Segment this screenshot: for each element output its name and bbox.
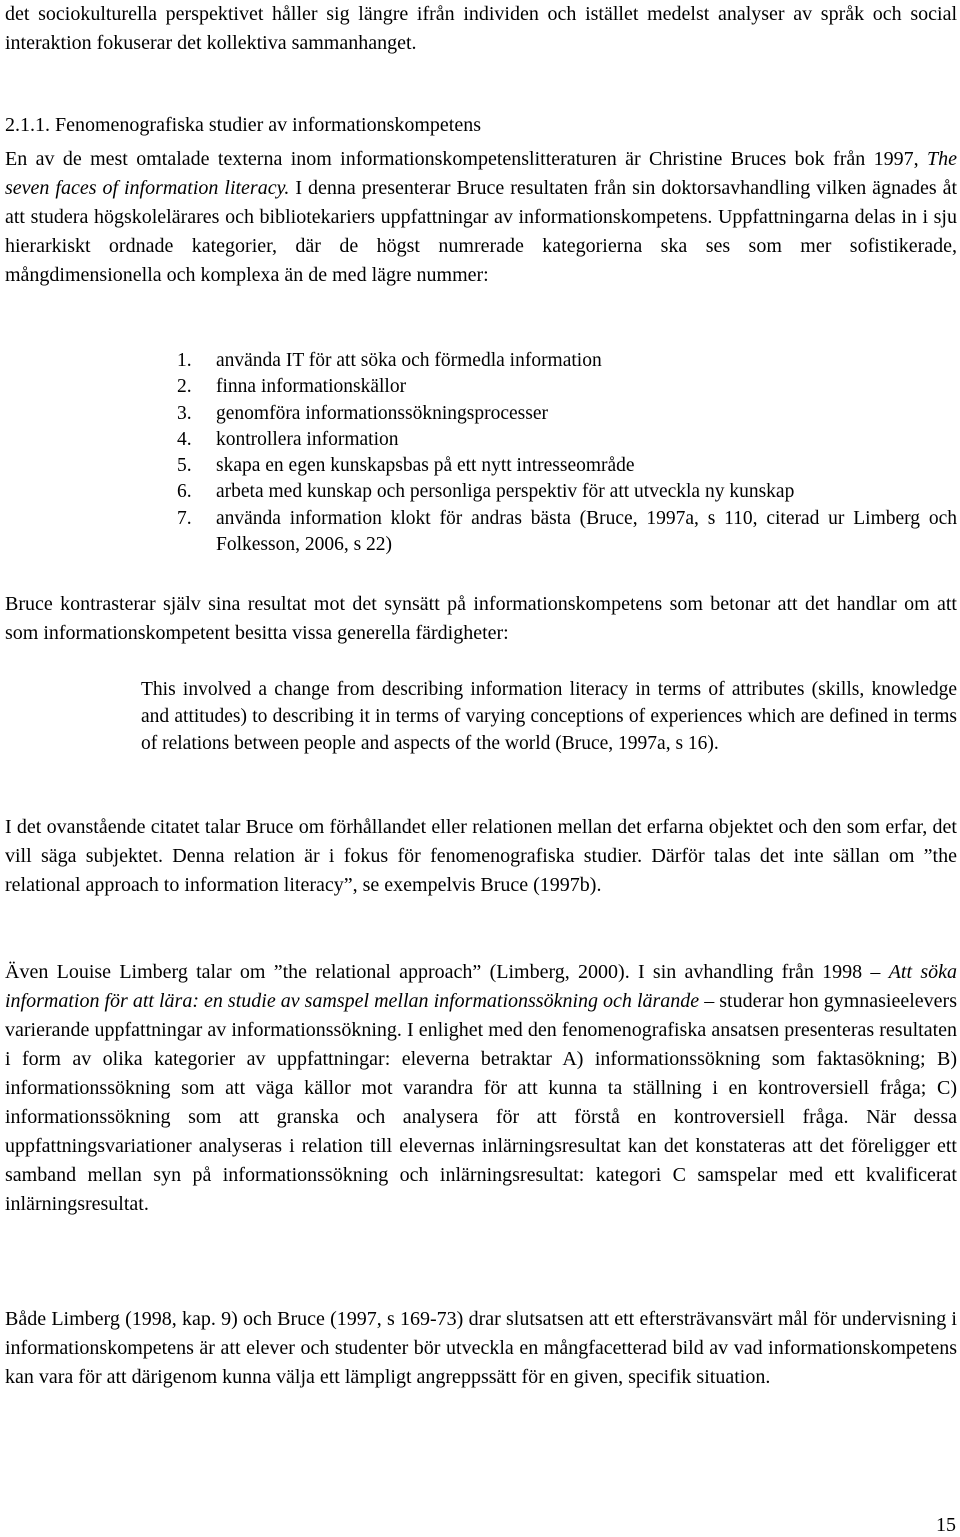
list-item-text: använda IT för att söka och förmedla information [216,350,602,371]
categories-list [5,348,957,558]
list-item [5,427,957,453]
section-title: Fenomenografiska studier av informationskompetens [55,114,482,136]
list-item-text: använda information klokt för andras bästa (Bruce, 1997a, s 110, citerad ur Limberg och Folkesson, 2006, s 22) [216,507,957,556]
list-item-number: 2. [177,376,192,398]
list-item-number: 5. [177,455,192,477]
intro-paragraph: det sociokulturella perspektivet håller sig längre ifrån individen och istället medelst analyser av språk och social interaktion fokuserar det kollektiva sammanhanget. [5,3,957,54]
list-item [5,348,957,374]
list-item-text: genomföra informationssökningsprocesser [216,402,548,424]
block-quote: This involved a change from describing information literacy in terms of attributes (skills, knowledge and attitudes) to describing it in terms of varying conceptions of experiences which are defined in terms of relations between people and aspects of the world (Bruce, 1997a, s 16). [141,679,957,754]
book-title: The seven faces of information literacy. [5,148,957,199]
list-item [5,453,957,479]
list-item-text: finna informationskällor [216,376,407,398]
list-item [5,479,957,505]
paragraph-bruce-intro [5,145,957,290]
list-item-number: 6. [177,481,192,503]
list-item-text: skapa en egen kunskapsbas på ett nytt intresseområde [216,455,635,477]
paragraph-text: En av de mest omtalade texterna inom informationskompetenslitteraturen är Christine Bruces bok från 1997, [5,148,927,170]
list-item [5,401,957,427]
section-number: 2.1.1. [5,114,50,136]
section-heading [5,111,957,140]
paragraph-text: I denna presenterar Bruce resultaten från sin doktorsavhandling vilken ägnades åt att studera högskolelärares och bibliotekariers uppfattningar av informationskompetens. Uppfattningarna delas in i sju hierarkiskt ordnade kategorier, där de högst numrerade kategorierna ska ses som mer sofistikerade, mångdimensionella och komplexa än de med lägre nummer: [5,177,958,286]
paragraph-limberg [5,958,957,1219]
list-item-text: arbeta med kunskap och personliga perspektiv för att utveckla ny kunskap [216,481,795,503]
paragraph-text: – studerar hon gymnasieelevers varierande uppfattningar av informationssökning. I enlighet med den fenomenografiska ansatsen presenteras resultaten i form av olika kategorier av uppfattningar: eleverna betraktar A) informationssökning som faktasökning; B) informationssökning som att väga källor mot varandra för att kunna ta ställning i en kontroversiell fråga; C) informationssökning som att granska och analysera för att förstå en kontroversiell fråga. När dessa uppfattningsvariationer analyseras i relation till elevernas inlärningsresultat kan det konstateras att det föreligger ett samband mellan syn på informationssökning och inlärningsresultat: kategori C samspelar med ett kvalificerat inlärningsresultat. [5,990,957,1215]
list-item-number: 4. [177,428,192,450]
paragraph-text: Även Louise Limberg talar om ”the relational approach” (Limberg, 2000). I sin avhandling från 1998 – [5,961,889,983]
paragraph-relational: I det ovanstående citatet talar Bruce om förhållandet eller relationen mellan det erfarna objektet och den som erfar, det vill säga subjektet. Denna relation är i fokus för fenomenografiska studier. Därför talas det inte sällan om ”the relational approach to information literacy”, se exempelvis Bruce (1997b). [5,816,957,896]
list-item-text: kontrollera information [216,428,399,450]
list-item-number: 3. [177,402,192,424]
list-item [5,506,957,559]
paragraph-conclusion: Både Limberg (1998, kap. 9) och Bruce (1997, s 169-73) drar slutsatsen att ett eftersträvansvärt mål för undervisning i informationskompetens är att elever och studenter bör utveckla en mångfacetterad bild av vad informationskompetens kan vara för att därigenom kunna välja ett lämpligt angreppssätt för en given, specifik situation. [5,1308,957,1388]
list-item [5,374,957,400]
paragraph-bruce-contrast: Bruce kontrasterar själv sina resultat mot det synsätt på informationskompetens som betonar att det handlar om att som informationskompetent besitta vissa generella färdigheter: [5,593,957,644]
list-item-number: 7. [177,507,192,529]
list-item-number: 1. [177,350,192,371]
thesis-title: Att söka information för att lära: en studie av samspel mellan informationssökning och lärande [5,961,957,1012]
page-number: 15 [936,1514,956,1536]
